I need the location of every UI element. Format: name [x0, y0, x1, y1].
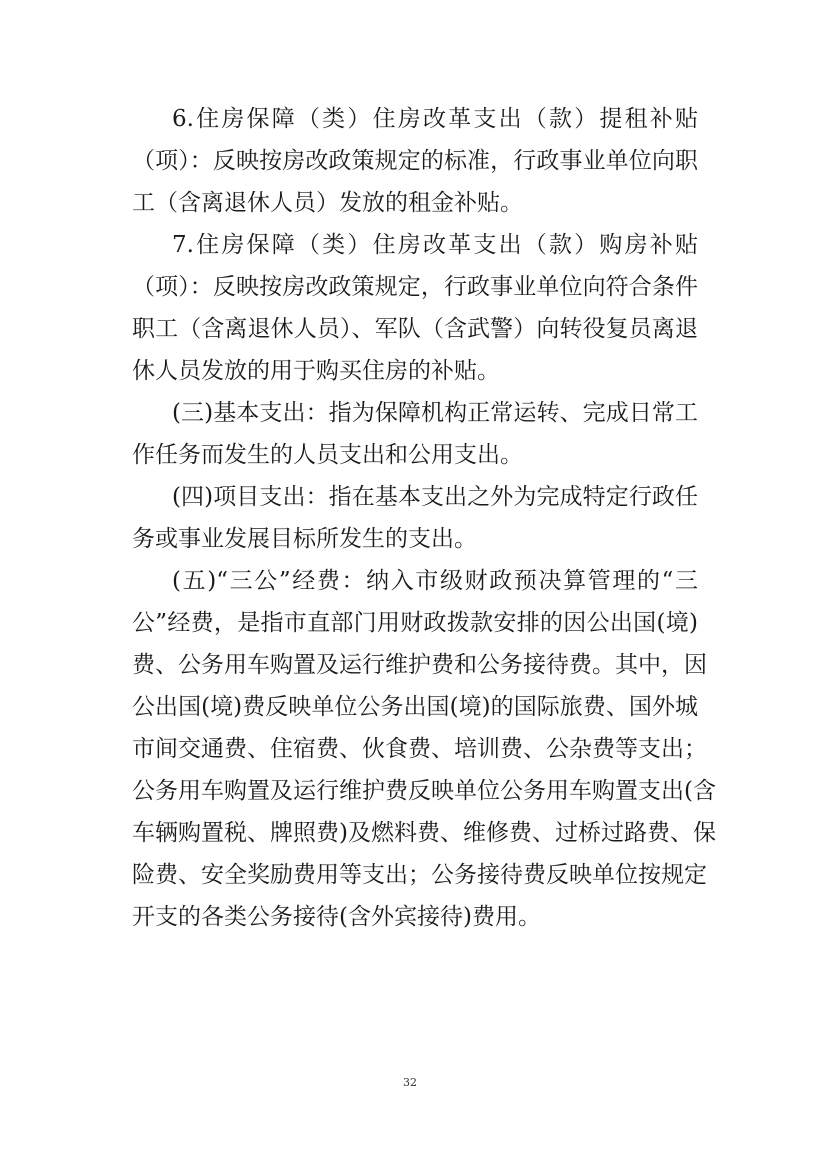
text-line: 公出国(境)费反映单位公务出国(境)的国际旅费、国外城 — [132, 694, 698, 720]
text-line: 险费、安全奖励费用等支出；公务接待费反映单位按规定 — [132, 862, 707, 888]
text-line: 公务用车购置及运行维护费反映单位公务用车购置支出(含 — [132, 778, 716, 804]
text-line: (五)“三公”经费：纳入市级财政预决算管理的“三 — [172, 568, 698, 594]
text-line: 7.住房保障（类）住房改革支出（款）购房补贴 — [172, 232, 698, 258]
text-line: 开支的各类公务接待(含外宾接待)费用。 — [132, 904, 541, 930]
text-line: 公”经费，是指市直部门用财政拨款安排的因公出国(境) — [132, 610, 698, 636]
text-line: 车辆购置税、牌照费)及燃料费、维修费、过桥过路费、保 — [132, 820, 716, 846]
text-line: 务或事业发展目标所发生的支出。 — [132, 526, 477, 552]
page-number: 32 — [403, 1076, 417, 1089]
text-line: 作任务而发生的人员支出和公用支出。 — [132, 442, 523, 468]
text-line: 市间交通费、住宿费、伙食费、培训费、公杂费等支出； — [132, 736, 707, 762]
body-text — [132, 98, 716, 938]
text-line: 工（含离退休人员）发放的租金补贴。 — [132, 190, 523, 216]
text-line: （项）：反映按房改政策规定的标准，行政事业单位向职 — [132, 148, 698, 174]
text-line: 6.住房保障（类）住房改革支出（款）提租补贴 — [172, 106, 698, 132]
text-line: 休人员发放的用于购买住房的补贴。 — [132, 358, 500, 384]
text-line: (三)基本支出：指为保障机构正常运转、完成日常工 — [172, 400, 698, 426]
text-line: 职工（含离退休人员）、军队（含武警）向转役复员离退 — [132, 316, 698, 342]
text-line: (四)项目支出：指在基本支出之外为完成特定行政任 — [172, 484, 698, 510]
text-line: 费、公务用车购置及运行维护费和公务接待费。其中，因 — [132, 652, 707, 678]
text-line: （项）：反映按房改政策规定，行政事业单位向符合条件 — [132, 274, 698, 300]
